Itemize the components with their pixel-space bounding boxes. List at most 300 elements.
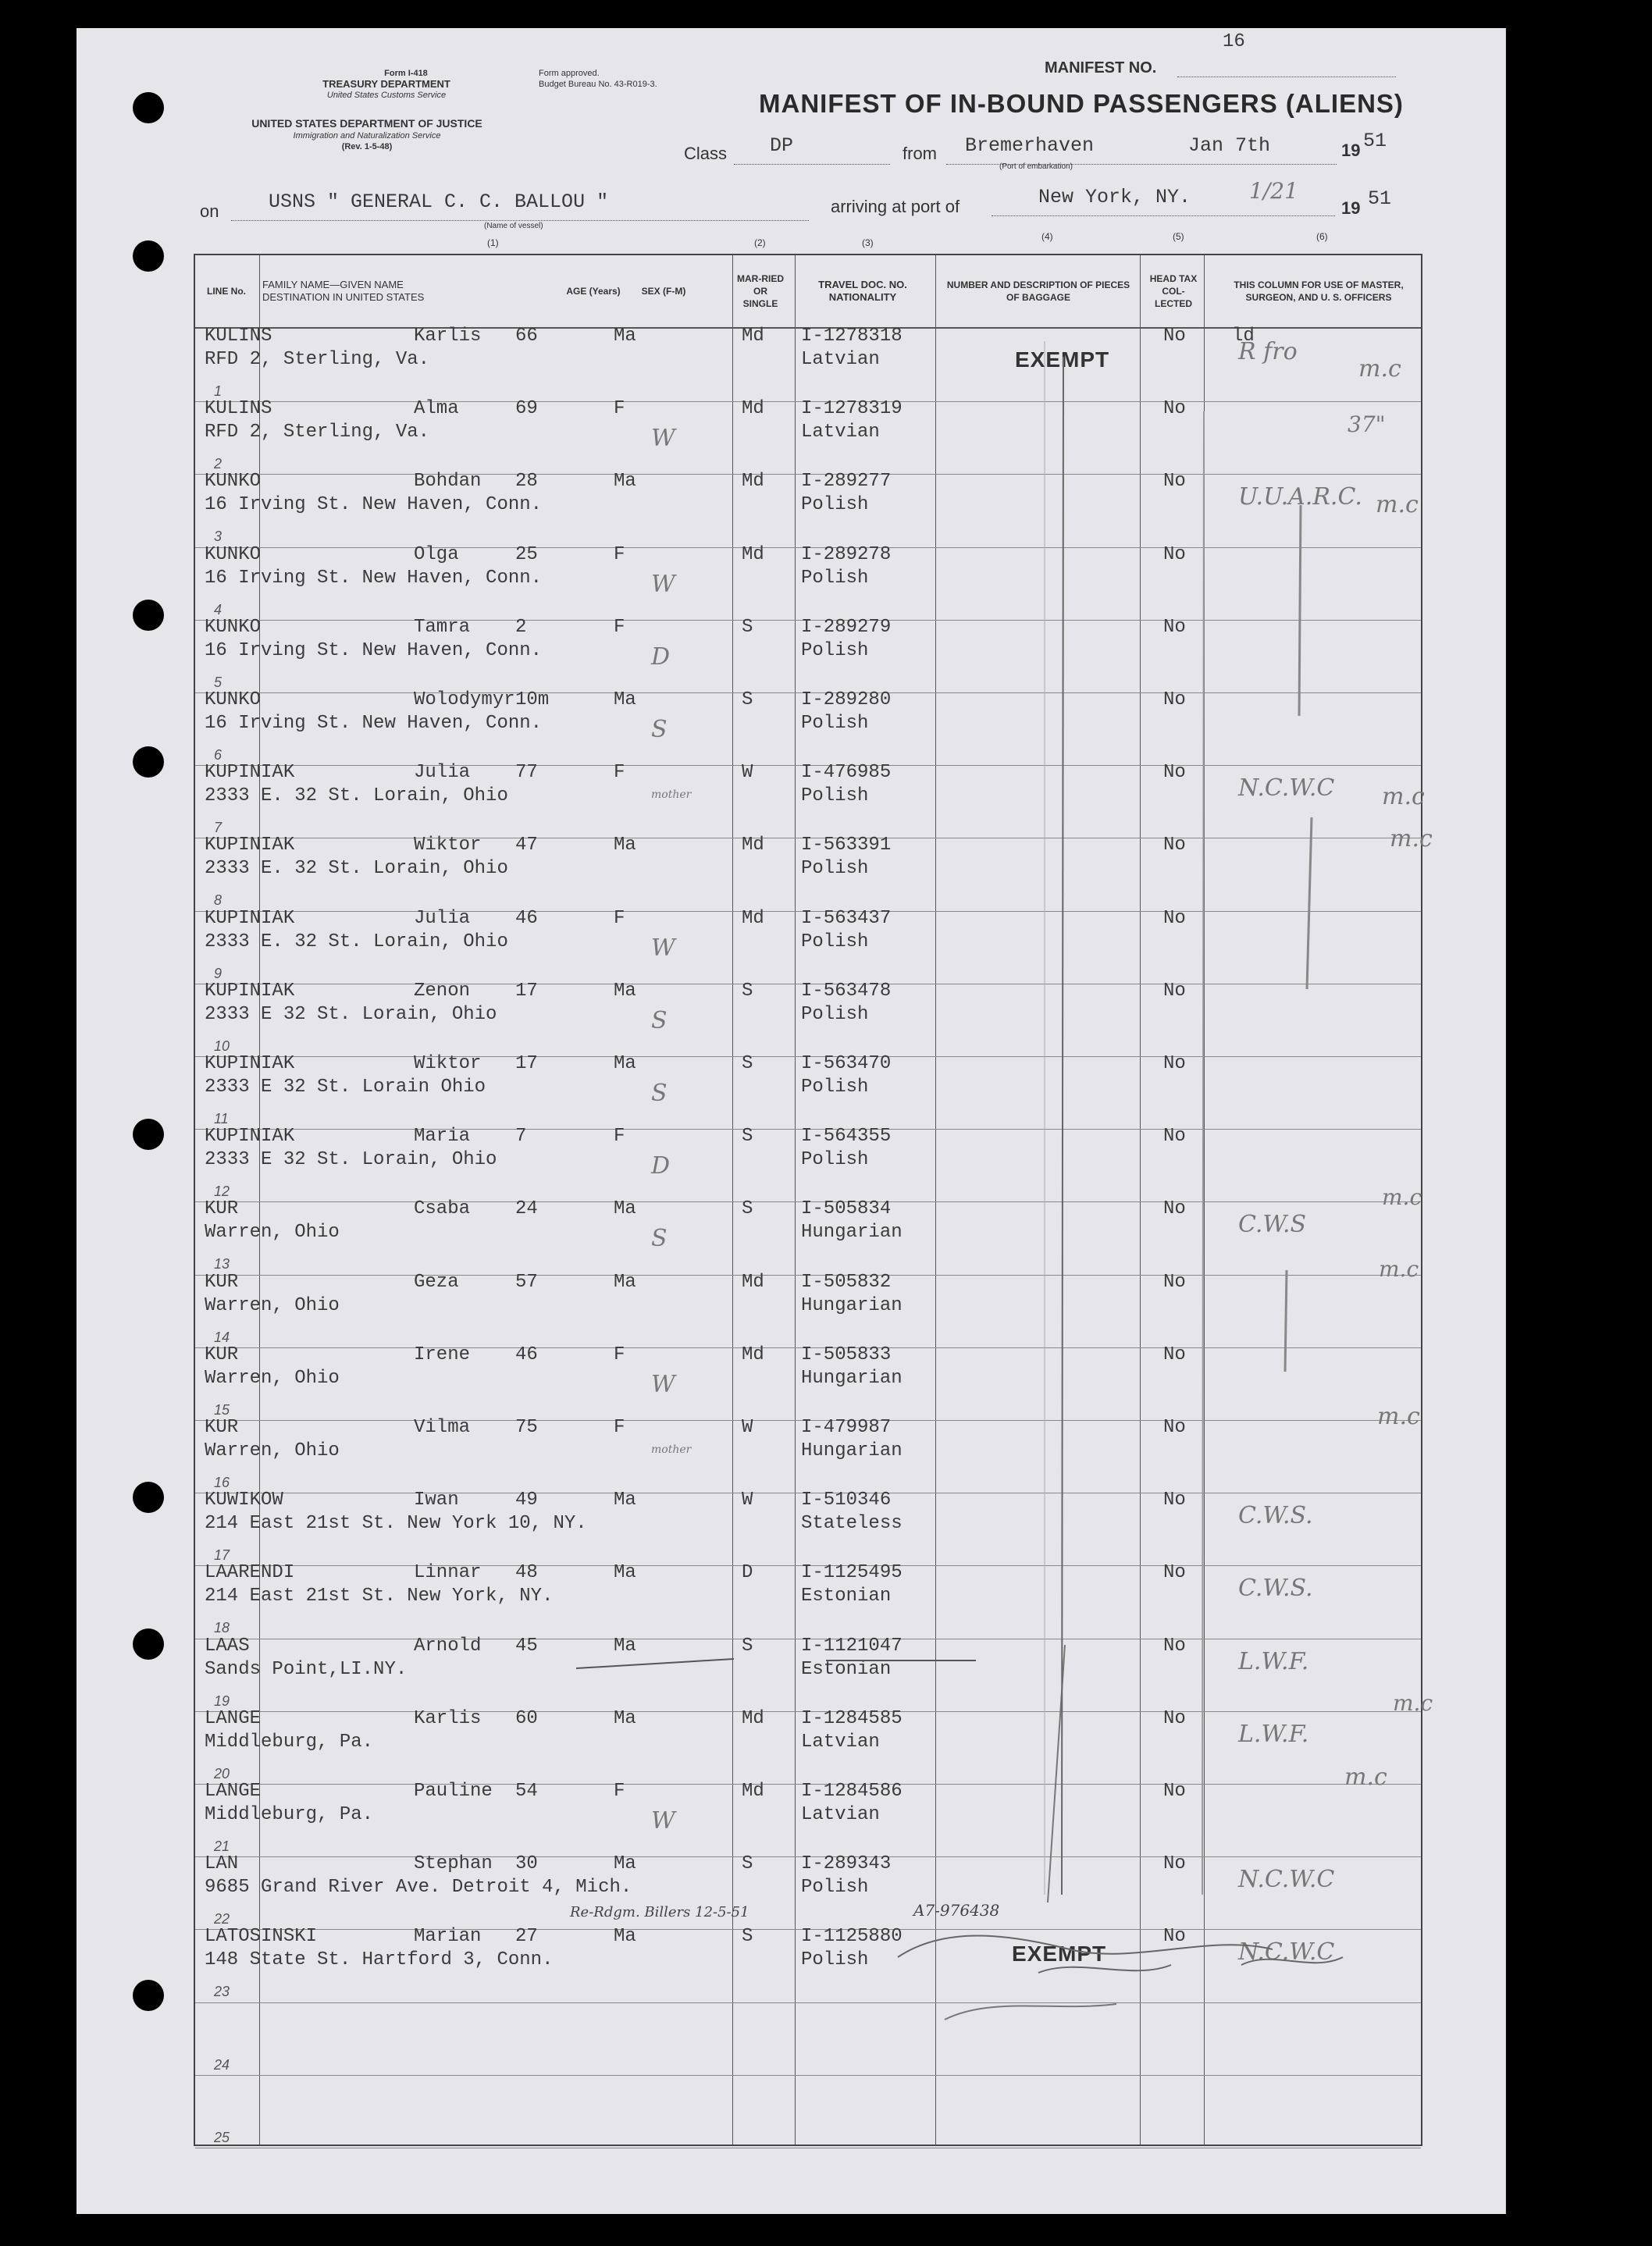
head-tax: No <box>1163 1562 1186 1584</box>
relationship-note: W <box>651 425 675 453</box>
age: 47 <box>515 835 538 856</box>
given-name: Vilma <box>414 1417 471 1438</box>
age: 60 <box>515 1707 538 1729</box>
nationality: Polish <box>801 858 869 880</box>
header-officers: THIS COLUMN FOR USE OF MASTER, SURGEON, AND U. S. OFFICERS <box>1234 279 1404 303</box>
nationality: Hungarian <box>801 1367 903 1389</box>
head-tax: No <box>1163 326 1186 347</box>
sex: Ma <box>614 1490 636 1511</box>
nationality: Polish <box>801 713 869 734</box>
treasury-dept: TREASURY DEPARTMENT <box>322 78 450 90</box>
head-tax: No <box>1163 1853 1186 1875</box>
head-tax: No <box>1163 1926 1186 1948</box>
nationality: Polish <box>801 1003 869 1025</box>
header-baggage: NUMBER AND DESCRIPTION OF PIECES OF BAGGAGE <box>946 279 1130 303</box>
travel-doc-no: I-1278319 <box>801 398 903 420</box>
row1-extra-note: ld <box>1232 326 1255 347</box>
given-name: Geza <box>414 1271 459 1293</box>
marital-status: Md <box>742 835 764 856</box>
marital-status: S <box>742 1198 753 1220</box>
marital-status: Md <box>742 326 764 347</box>
travel-doc-no: I-563478 <box>801 980 892 1002</box>
head-tax: No <box>1163 616 1186 638</box>
officer-note: L.W.F. <box>1238 1720 1309 1748</box>
header-travel-doc: TRAVEL DOC. NO. NATIONALITY <box>818 279 907 303</box>
line-number: 4 <box>214 601 223 618</box>
marital-status: W <box>742 762 753 784</box>
given-name: Karlis <box>414 1707 482 1729</box>
marital-status: S <box>742 689 753 710</box>
sex: F <box>614 616 625 638</box>
given-name: Wiktor <box>414 1053 482 1074</box>
ins-service: Immigration and Naturalization Service <box>293 131 441 141</box>
nationality: Polish <box>801 494 869 516</box>
sex: F <box>614 1417 625 1438</box>
nationality: Polish <box>801 1149 869 1171</box>
line-number: 2 <box>214 456 223 472</box>
nationality: Polish <box>801 1077 869 1098</box>
vessel-name: USNS " GENERAL C. C. BALLOU " <box>269 190 609 213</box>
sex: Ma <box>614 1853 636 1875</box>
col-num-4: (4) <box>1041 231 1053 242</box>
nationality: Polish <box>801 785 869 807</box>
header-married: MAR-RIED OR SINGLE <box>737 273 784 309</box>
punch-hole <box>133 600 164 631</box>
line-number: 12 <box>214 1184 230 1200</box>
sex: F <box>614 1781 625 1802</box>
head-tax: No <box>1163 762 1186 784</box>
given-name: Iwan <box>414 1490 459 1511</box>
line-number: 8 <box>214 892 223 909</box>
destination: RFD 2, Sterling, Va. <box>205 349 430 370</box>
given-name: Olga <box>414 543 459 565</box>
nationality: Hungarian <box>801 1440 903 1461</box>
given-name: Bohdan <box>414 471 482 493</box>
sex: Ma <box>614 1707 636 1729</box>
line-number: 18 <box>214 1620 230 1636</box>
head-tax: No <box>1163 1781 1186 1802</box>
age: 7 <box>515 1126 527 1148</box>
relationship-note: W <box>651 1807 675 1835</box>
punch-hole <box>133 1980 164 2011</box>
pencil-strokes <box>195 255 1421 2145</box>
family-name: KUNKO <box>205 689 262 710</box>
head-tax: No <box>1163 398 1186 420</box>
nationality: Polish <box>801 639 869 661</box>
punch-hole <box>133 1628 164 1660</box>
family-name: KUPINIAK <box>205 762 295 784</box>
exempt-stamp-bottom: EXEMPT <box>1012 1942 1107 1966</box>
given-name: Wiktor <box>414 835 482 856</box>
punch-hole <box>133 746 164 778</box>
arrival-year-prefix: 19 <box>1341 198 1361 218</box>
head-tax: No <box>1163 835 1186 856</box>
head-tax: No <box>1163 1126 1186 1148</box>
sex: Ma <box>614 1635 636 1657</box>
destination: 2333 E. 32 St. Lorain, Ohio <box>205 858 508 880</box>
officer-note: U.U.A.R.C. <box>1238 483 1362 511</box>
sex: Ma <box>614 1053 636 1074</box>
relationship-note: S <box>651 1225 668 1253</box>
travel-doc-no: I-1125880 <box>801 1926 903 1948</box>
age: 25 <box>515 543 538 565</box>
line-number: 1 <box>214 383 223 399</box>
family-name: KUPINIAK <box>205 1126 295 1148</box>
punch-hole <box>133 92 164 123</box>
head-tax: No <box>1163 1344 1186 1365</box>
col-num-3: (3) <box>862 237 874 248</box>
line-number: 9 <box>214 965 223 981</box>
head-tax: No <box>1163 1198 1186 1220</box>
given-name: Wolodymyr <box>414 689 515 710</box>
line-number: 6 <box>214 747 223 763</box>
officer-note: C.W.S <box>1238 1211 1307 1239</box>
passenger-table <box>194 254 1433 2146</box>
given-name: Tamra <box>414 616 471 638</box>
family-name: KUPINIAK <box>205 835 295 856</box>
officer-mark: m.c <box>1358 355 1401 383</box>
head-tax: No <box>1163 1490 1186 1511</box>
destination: 214 East 21st St. New York 10, NY. <box>205 1513 587 1535</box>
nationality: Latvian <box>801 1731 880 1753</box>
travel-doc-no: I-563391 <box>801 835 892 856</box>
destination: Warren, Ohio <box>205 1440 340 1461</box>
destination: Warren, Ohio <box>205 1294 340 1316</box>
relationship-note: W <box>651 570 675 598</box>
col-num-1: (1) <box>487 237 499 248</box>
relationship-note: W <box>651 1370 675 1398</box>
travel-doc-no: I-289343 <box>801 1853 892 1875</box>
destination: 16 Irving St. New Haven, Conn. <box>205 494 543 516</box>
destination: 16 Irving St. New Haven, Conn. <box>205 639 543 661</box>
given-name: Alma <box>414 398 459 420</box>
col-num-6: (6) <box>1316 231 1328 242</box>
sex: F <box>614 762 625 784</box>
destination: Warren, Ohio <box>205 1367 340 1389</box>
header-head-tax: HEAD TAX COL-LECTED <box>1149 273 1198 309</box>
destination: Middleburg, Pa. <box>205 1731 374 1753</box>
given-name: Arnold <box>414 1635 482 1657</box>
head-tax: No <box>1163 1635 1186 1657</box>
age: 17 <box>515 1053 538 1074</box>
nationality: Stateless <box>801 1513 903 1535</box>
arrival-year: 51 <box>1368 187 1392 210</box>
sex: F <box>614 1126 625 1148</box>
family-name: LAN <box>205 1853 239 1875</box>
family-name: KUPINIAK <box>205 1053 295 1074</box>
marital-status: S <box>742 980 753 1002</box>
nationality: Latvian <box>801 349 880 370</box>
header-sex: SEX (F-M) <box>641 286 686 297</box>
age: 24 <box>515 1198 538 1220</box>
sex: Ma <box>614 1198 636 1220</box>
reentry-note: Re-Rdgm. Billers 12-5-51 <box>570 1904 749 1920</box>
manifest-title: MANIFEST OF IN-BOUND PASSENGERS (ALIENS) <box>759 89 1404 118</box>
line-number: 23 <box>214 1984 230 2000</box>
age: 77 <box>515 762 538 784</box>
family-name: KUNKO <box>205 471 262 493</box>
officer-note: C.W.S. <box>1238 1502 1313 1530</box>
officer-mark: m.c <box>1376 491 1419 518</box>
budget-bureau: Budget Bureau No. 43-R019-3. <box>539 80 657 89</box>
line-number: 25 <box>214 2129 230 2145</box>
arrival-date-handwritten: 1/21 <box>1249 178 1298 204</box>
age: 30 <box>515 1853 538 1875</box>
from-value: Bremerhaven <box>965 134 1095 157</box>
age: 66 <box>515 326 538 347</box>
relationship-note: mother <box>651 1443 692 1456</box>
family-name: KUNKO <box>205 543 262 565</box>
family-name: KUR <box>205 1198 239 1220</box>
head-tax: No <box>1163 1271 1186 1293</box>
age: 54 <box>515 1781 538 1802</box>
justice-dept: UNITED STATES DEPARTMENT OF JUSTICE <box>251 117 482 130</box>
family-name: KUR <box>205 1271 239 1293</box>
sex: F <box>614 907 625 929</box>
travel-doc-no: I-476985 <box>801 762 892 784</box>
given-name: Julia <box>414 907 471 929</box>
age: 27 <box>515 1926 538 1948</box>
punch-hole <box>133 240 164 272</box>
officer-mark: m.c <box>1390 825 1433 852</box>
destination: 2333 E 32 St. Lorain, Ohio <box>205 1149 497 1171</box>
travel-doc-no: I-564355 <box>801 1126 892 1148</box>
marital-status: S <box>742 1635 753 1657</box>
marital-status: Md <box>742 1781 764 1802</box>
punch-hole <box>133 1119 164 1150</box>
travel-doc-no: I-505832 <box>801 1271 892 1293</box>
officer-note: N.C.W.C <box>1238 774 1335 803</box>
age: 75 <box>515 1417 538 1438</box>
nationality: Hungarian <box>801 1294 903 1316</box>
marital-status: S <box>742 1853 753 1875</box>
age: 46 <box>515 907 538 929</box>
family-name: KUPINIAK <box>205 980 295 1002</box>
year-value: 51 <box>1363 130 1387 152</box>
line-number: 22 <box>214 1911 230 1927</box>
head-tax: No <box>1163 471 1186 493</box>
family-name: LAARENDI <box>205 1562 295 1584</box>
header-name: FAMILY NAME—GIVEN NAME DESTINATION IN UNITED STATES <box>262 279 425 303</box>
sex: Ma <box>614 1271 636 1293</box>
travel-doc-no: I-289277 <box>801 471 892 493</box>
travel-doc-no: I-1284585 <box>801 1707 903 1729</box>
class-value: DP <box>770 134 794 157</box>
line-number: 20 <box>214 1765 230 1781</box>
marital-status: Md <box>742 1344 764 1365</box>
destination: 148 State St. Hartford 3, Conn. <box>205 1949 554 1971</box>
family-name: LAAS <box>205 1635 250 1657</box>
nationality: Latvian <box>801 1804 880 1825</box>
nationality: Hungarian <box>801 1222 903 1244</box>
relationship-note: mother <box>651 788 692 802</box>
officer-note: N.C.W.C <box>1238 1938 1335 1967</box>
destination: Warren, Ohio <box>205 1222 340 1244</box>
nationality: Latvian <box>801 422 880 443</box>
marital-status: S <box>742 1926 753 1948</box>
revision: (Rev. 1-5-48) <box>341 142 393 151</box>
nationality: Polish <box>801 931 869 952</box>
sex: Ma <box>614 835 636 856</box>
given-name: Karlis <box>414 326 482 347</box>
line-number: 3 <box>214 529 223 545</box>
manifest-no-label: MANIFEST NO. <box>1045 59 1157 77</box>
nationality: Polish <box>801 1949 869 1971</box>
given-name: Irene <box>414 1344 471 1365</box>
family-name: KUNKO <box>205 616 262 638</box>
travel-doc-no: I-1125495 <box>801 1562 903 1584</box>
vessel-note: (Name of vessel) <box>484 222 543 230</box>
destination: 2333 E 32 St. Lorain Ohio <box>205 1077 486 1098</box>
destination: Sands Point,LI.NY. <box>205 1658 408 1680</box>
age: 69 <box>515 398 538 420</box>
head-tax: No <box>1163 1053 1186 1074</box>
header-line-no: LINE No. <box>207 286 246 297</box>
relationship-note: W <box>651 934 675 962</box>
officer-note: C.W.S. <box>1238 1575 1313 1603</box>
officer-mark: m.c <box>1382 783 1425 810</box>
year-prefix: 19 <box>1341 141 1361 160</box>
travel-doc-no: I-505834 <box>801 1198 892 1220</box>
travel-doc-no: I-563437 <box>801 907 892 929</box>
age: 10m <box>515 689 550 710</box>
family-name: KUR <box>205 1344 239 1365</box>
given-name: Maria <box>414 1126 471 1148</box>
sex: Ma <box>614 1926 636 1948</box>
marital-status: S <box>742 1126 753 1148</box>
destination: 16 Irving St. New Haven, Conn. <box>205 713 543 734</box>
given-name: Stephan <box>414 1853 493 1875</box>
officer-note: L.W.F. <box>1238 1647 1309 1675</box>
class-label: Class <box>684 144 728 163</box>
line-number: 24 <box>214 2056 230 2073</box>
age: 48 <box>515 1562 538 1584</box>
officer-mark: m.c <box>1344 1764 1387 1791</box>
line-number: 21 <box>214 1838 230 1854</box>
sex: Ma <box>614 689 636 710</box>
col-num-5: (5) <box>1173 231 1184 242</box>
marital-status: S <box>742 616 753 638</box>
officer-mark: 37" <box>1348 411 1386 437</box>
travel-doc-no: I-289279 <box>801 616 892 638</box>
nationality: Polish <box>801 1877 869 1899</box>
marital-status: Md <box>742 471 764 493</box>
line-number: 19 <box>214 1693 230 1709</box>
officer-note: R fro <box>1238 338 1298 365</box>
marital-status: S <box>742 1053 753 1074</box>
punch-hole <box>133 1482 164 1513</box>
head-tax: No <box>1163 543 1186 565</box>
sex: Ma <box>614 471 636 493</box>
age: 49 <box>515 1490 538 1511</box>
on-label: on <box>200 201 219 221</box>
given-name: Linnar <box>414 1562 482 1584</box>
officer-mark: m.c <box>1379 1256 1419 1282</box>
marital-status: Md <box>742 907 764 929</box>
head-tax: No <box>1163 980 1186 1002</box>
given-name: Zenon <box>414 980 471 1002</box>
nationality: Estonian <box>801 1658 892 1680</box>
arrival-port: New York, NY. <box>1038 186 1191 208</box>
travel-doc-no: I-1121047 <box>801 1635 903 1657</box>
given-name: Csaba <box>414 1198 471 1220</box>
sex: Ma <box>614 980 636 1002</box>
line-number: 15 <box>214 1401 230 1418</box>
marital-status: Md <box>742 1707 764 1729</box>
manifest-no: 16 <box>1223 31 1245 52</box>
age: 45 <box>515 1635 538 1657</box>
officer-mark: m.c <box>1382 1184 1422 1210</box>
marital-status: Md <box>742 398 764 420</box>
departure-date: Jan 7th <box>1188 134 1271 157</box>
head-tax: No <box>1163 1417 1186 1438</box>
reentry-number: A7-976438 <box>913 1901 1000 1920</box>
travel-doc-no: I-289280 <box>801 689 892 710</box>
family-name: LATOSINSKI <box>205 1926 318 1948</box>
relationship-note: D <box>651 642 671 671</box>
nationality: Estonian <box>801 1586 892 1607</box>
age: 57 <box>515 1271 538 1293</box>
age: 46 <box>515 1344 538 1365</box>
exempt-stamp-top: EXEMPT <box>1015 347 1110 372</box>
port-embarkation-note: (Port of embarkation) <box>999 162 1073 171</box>
nationality: Polish <box>801 567 869 589</box>
header-age: AGE (Years) <box>566 286 621 297</box>
line-number: 11 <box>214 1111 229 1127</box>
travel-doc-no: I-510346 <box>801 1490 892 1511</box>
travel-doc-no: I-479987 <box>801 1417 892 1438</box>
travel-doc-no: I-289278 <box>801 543 892 565</box>
customs-service: United States Customs Service <box>326 91 447 100</box>
destination: 2333 E. 32 St. Lorain, Ohio <box>205 785 508 807</box>
destination: 214 East 21st St. New York, NY. <box>205 1586 554 1607</box>
family-name: KULINS <box>205 326 272 347</box>
officer-mark: m.c <box>1377 1403 1420 1430</box>
from-label: from <box>903 144 937 163</box>
family-name: KUWIKOW <box>205 1490 283 1511</box>
form-approved: Form approved. <box>539 69 600 78</box>
travel-doc-no: I-563470 <box>801 1053 892 1074</box>
line-number: 14 <box>214 1329 230 1345</box>
destination: 2333 E. 32 St. Lorain, Ohio <box>205 931 508 952</box>
family-name: LANGE <box>205 1707 262 1729</box>
given-name: Julia <box>414 762 471 784</box>
family-name: KULINS <box>205 398 272 420</box>
officer-mark: m.c <box>1393 1690 1433 1716</box>
age: 17 <box>515 980 538 1002</box>
line-number: 13 <box>214 1256 230 1272</box>
marital-status: D <box>742 1562 753 1584</box>
head-tax: No <box>1163 907 1186 929</box>
relationship-note: D <box>651 1152 671 1180</box>
given-name: Marian <box>414 1926 482 1948</box>
arriving-label: arriving at port of <box>831 197 960 216</box>
age: 2 <box>515 616 527 638</box>
sex: Ma <box>614 326 636 347</box>
sex: F <box>614 1344 625 1365</box>
line-number: 17 <box>214 1547 230 1564</box>
relationship-note: S <box>651 1006 668 1034</box>
line-number: 5 <box>214 674 223 690</box>
relationship-note: S <box>651 1080 668 1107</box>
head-tax: No <box>1163 689 1186 710</box>
destination: 2333 E 32 St. Lorain, Ohio <box>205 1003 497 1025</box>
marital-status: W <box>742 1417 753 1438</box>
family-name: KUR <box>205 1417 239 1438</box>
destination: RFD 2, Sterling, Va. <box>205 422 430 443</box>
sex: F <box>614 543 625 565</box>
marital-status: Md <box>742 1271 764 1293</box>
